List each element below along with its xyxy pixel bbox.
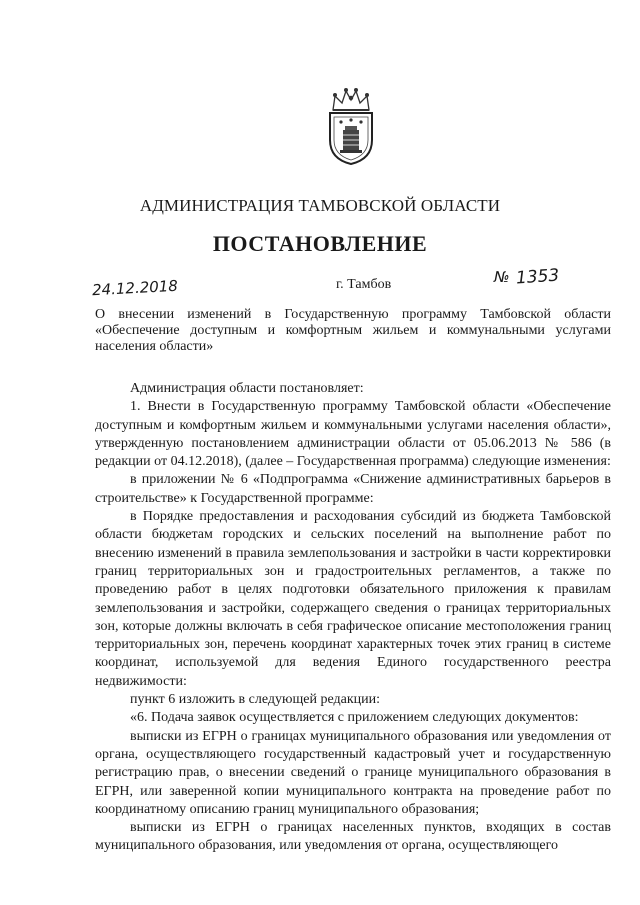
organization-name: АДМИНИСТРАЦИЯ ТАМБОВСКОЙ ОБЛАСТИ: [139, 196, 501, 215]
coat-of-arms-emblem: [323, 86, 379, 166]
document-date: 24.12.2018: [91, 276, 179, 300]
tambov-coat-of-arms-icon: [323, 86, 379, 166]
document-number: [494, 267, 559, 287]
paragraph: пункт 6 изложить в следующей редакции:: [130, 692, 380, 708]
paragraph: Администрация области постановляет:: [130, 381, 364, 396]
document-title: О внесении изменений в Государственную программу Тамбовской области «Обеспечение доступным и комфортным жильем и коммунальными услугами населения области»: [95, 307, 611, 354]
number-prefix: №: [494, 268, 510, 286]
document-city: г. Тамбов: [336, 277, 392, 292]
paragraph: выписки из ЕГРН о границах муниципального образования или уведомления от органа, осуществляющего государственный кадастровый учет и государственную регистрацию прав, о внесении сведений о границе муниципального образования в ЕГРН, или заверенной копии муниципального контракта на проведение работ по координатному описанию границ муниципального образования;: [95, 728, 611, 817]
number-value: 1353: [514, 265, 560, 289]
document-type: ПОСТАНОВЛЕНИЕ: [212, 231, 428, 256]
paragraph: 1. Внести в Государственную программу Тамбовской области «Обеспечение доступным и комфортным жильем и коммунальными услугами населения области», утвержденную постановлением администрации области от 05.06.2013 № 586 (в редакции от 04.12.2018), (далее – Государственная программа) следующие изменения:: [95, 399, 611, 470]
paragraph: в приложении № 6 «Подпрограмма «Снижение административных барьеров в строительстве» к Государственной программе:: [95, 472, 611, 506]
document-body: [95, 380, 611, 856]
paragraph: в Порядке предоставления и расходования субсидий из бюджета Тамбовской области бюджетам городских и сельских поселений на выполнение работ по внесению изменений в правила землепользования и застройки в части корректировки границ территориальных зон и градостроительных регламентов, а также по проведению работ в целях подготовки обязательного приложения к правилам землепользования и застройки, содержащего сведения о границах территориальных зон, которые должны включать в себя графическое описание местоположения границ территориальных зон, перечень координат характерных точек этих границ в системе координат, используемой для ведения Единого государственного реестра недвижимости:: [95, 509, 611, 689]
paragraph: выписки из ЕГРН о границах населенных пунктов, входящих в состав муниципального образования, или уведомления от органа, осуществляющего: [95, 820, 611, 854]
paragraph: «6. Подача заявок осуществляется с приложением следующих документов:: [130, 710, 579, 726]
